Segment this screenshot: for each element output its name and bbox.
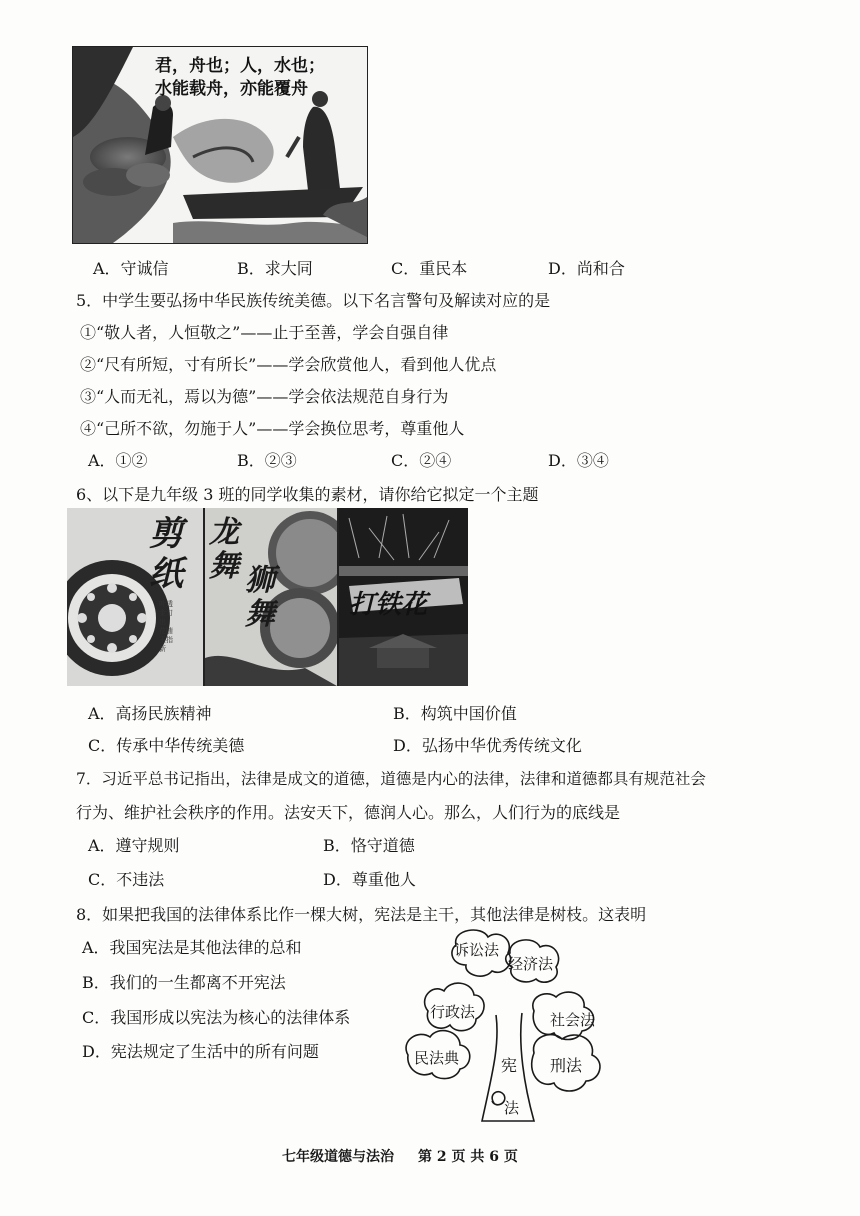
branch-criminal-law: 刑法 — [550, 1056, 583, 1075]
q7-option-b: B．恪守道德 — [323, 836, 415, 855]
q4-option-a: A．守诚信 — [93, 259, 169, 278]
q4-option-c: C．重民本 — [391, 259, 468, 278]
q7-stem-line1: 7．习近平总书记指出，法律是成文的道德，道德是内心的法律，法律和道德都具有规范社会 — [76, 770, 706, 788]
q5-stem: 5．中学生要弘扬中华民族传统美德。以下名言警句及解读对应的是 — [76, 291, 551, 310]
q5-option-c: C．②④ — [391, 451, 452, 470]
branch-social-law: 社会法 — [550, 1011, 596, 1029]
q5-item-2: ②“尺有所短，寸有所长”——学会欣赏他人，看到他人优点 — [80, 355, 497, 374]
q6-option-c: C．传承中华传统美德 — [88, 736, 245, 755]
branch-economic-law: 经济法 — [508, 955, 554, 973]
q5-option-b: B．②③ — [237, 451, 297, 470]
papercut-title: 剪纸 — [149, 514, 183, 594]
iron-flower-title: 打铁花 — [349, 590, 428, 620]
q5-item-1: ①“敬人者，人恒敬之”——止于至善，学会自强自律 — [80, 323, 449, 342]
q7-option-a: A．遵守规则 — [88, 836, 180, 855]
q5-option-d: D．③④ — [548, 451, 609, 470]
q5-option-a: A．①② — [88, 451, 148, 470]
q6-option-a: A．高扬民族精神 — [88, 704, 212, 723]
q6-panel-dance — [205, 508, 337, 686]
trunk-label-bottom: 法 — [504, 1099, 520, 1117]
q7-option-d: D．尊重他人 — [323, 870, 416, 889]
q6-panel-ironflower — [339, 508, 468, 686]
q4-illustration — [72, 46, 368, 244]
q6-option-b: B．构筑中国价值 — [393, 704, 517, 723]
q5-item-3: ③“人而无礼，焉以为德”——学会依法规范自身行为 — [80, 387, 449, 406]
q5-item-4: ④“己所不欲，勿施于人”——学会换位思考，尊重他人 — [80, 419, 465, 438]
dragon-dance-title: 龙舞 — [209, 515, 239, 584]
q8-option-c: C．我国形成以宪法为核心的法律体系 — [82, 1008, 351, 1027]
q4-caption-line2: 水能载舟，亦能覆舟 — [155, 79, 308, 99]
footer-page-number: 第 2 页 共 6 页 — [418, 1149, 518, 1165]
q6-panel-papercut — [67, 508, 203, 686]
footer-subject: 七年级道德与法治 — [282, 1149, 394, 1165]
papercut-subtitle: 叶透金刀出 花随玉指新 — [159, 600, 173, 653]
q4-caption-line1: 君，舟也；人，水也； — [155, 56, 325, 76]
q8-option-a: A．我国宪法是其他法律的总和 — [82, 938, 302, 957]
branch-litigation-law: 诉讼法 — [454, 941, 500, 959]
lion-dance-title: 狮舞 — [245, 563, 275, 632]
q6-option-d: D．弘扬中华优秀传统文化 — [393, 736, 582, 755]
q4-option-b: B．求大同 — [237, 259, 313, 278]
q8-option-b: B．我们的一生都离不开宪法 — [82, 973, 286, 992]
trunk-label-top: 宪 — [501, 1056, 518, 1075]
q8-option-d: D．宪法规定了生活中的所有问题 — [82, 1042, 319, 1061]
branch-civil-code: 民法典 — [414, 1049, 460, 1067]
q8-stem: 8．如果把我国的法律体系比作一棵大树，宪法是主干，其他法律是树枝。这表明 — [76, 905, 647, 924]
law-tree-diagram — [400, 925, 625, 1125]
q4-option-d: D．尚和合 — [548, 259, 625, 278]
q7-stem-line2: 行为、维护社会秩序的作用。法安天下，德润人心。那么，人们行为的底线是 — [76, 803, 621, 822]
branch-administrative-law: 行政法 — [430, 1003, 476, 1021]
q7-option-c: C．不违法 — [88, 870, 165, 889]
q6-image-strip — [67, 508, 468, 686]
q6-stem: 6、以下是九年级 3 班的同学收集的素材，请你给它拟定一个主题 — [76, 485, 539, 504]
